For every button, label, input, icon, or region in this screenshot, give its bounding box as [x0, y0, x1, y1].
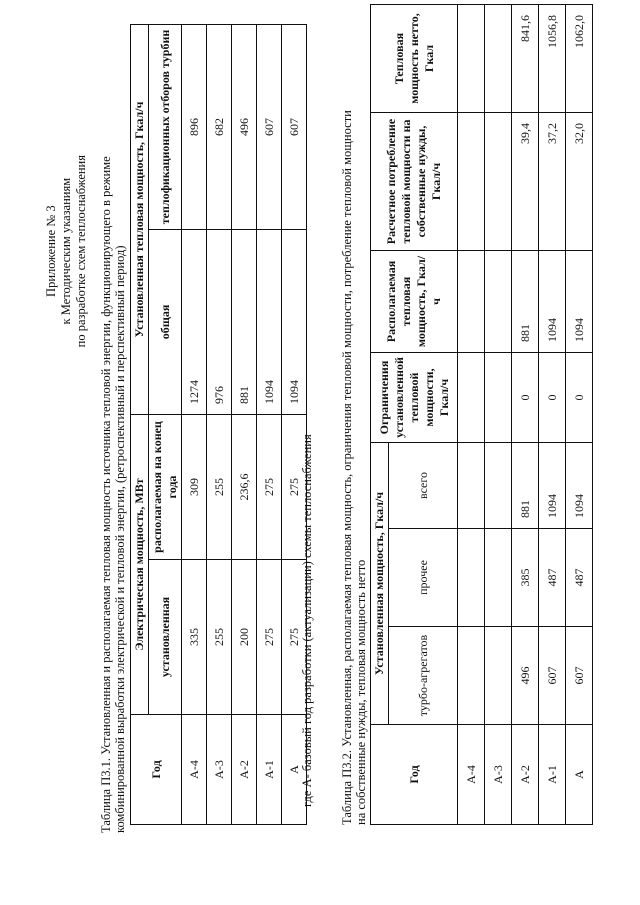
t1-cell-total: 881 — [232, 229, 257, 414]
t1-cell-installed: 200 — [232, 560, 257, 715]
table2-caption — [340, 15, 368, 825]
table2 — [370, 4, 593, 825]
t2-cell-turbo: 607 — [566, 627, 593, 725]
t1-cell-installed: 275 — [257, 560, 282, 715]
table-row — [207, 24, 232, 824]
appendix-line-2: к Методическим указаниям — [59, 177, 73, 325]
t1-cell-year: А-3 — [207, 715, 232, 825]
t2-header-own-needs: Расчетное потребление тепловой мощности на собственные нужды, Гкал/ч — [371, 113, 458, 251]
t1-cell-total: 1094 — [257, 229, 282, 414]
t2-header-installed: Установленная мощность, Гкал/ч — [371, 443, 389, 725]
table-row — [539, 5, 566, 825]
table1-caption-line-1: Таблица П3.1. Установленная и располагаемая тепловая мощность источника тепловой энергии, функционирующего в режиме — [99, 156, 113, 833]
t1-cell-available: 309 — [182, 414, 207, 559]
t2-cell-limits: 0 — [566, 353, 593, 443]
t2-cell-turbo — [485, 627, 512, 725]
t2-cell-own-needs: 37,2 — [539, 113, 566, 251]
base-year-note: где А- базовый год разработки (актуализации) схемы теплоснабжения — [300, 434, 314, 807]
t1-cell-total: 1274 — [182, 229, 207, 414]
table1-caption — [99, 23, 127, 833]
t2-cell-available: 1094 — [539, 251, 566, 353]
appendix-header — [44, 155, 89, 347]
t1-cell-installed: 275 — [282, 560, 307, 715]
t2-header-year: Год — [371, 725, 458, 825]
t2-cell-available: 881 — [512, 251, 539, 353]
t1-cell-available: 236,6 — [232, 414, 257, 559]
t1-cell-cogen: 607 — [257, 24, 282, 229]
t1-cell-installed: 335 — [182, 560, 207, 715]
t2-header-available: Располагаемая тепловая мощность, Гкал/ч — [371, 251, 458, 353]
table-row — [512, 5, 539, 825]
t1-cell-year: А-1 — [257, 715, 282, 825]
table2-caption-line-2: на собственные нужды, тепловая мощность нетто — [354, 559, 368, 825]
t2-cell-own-needs — [485, 113, 512, 251]
t2-cell-year: А-4 — [458, 725, 485, 825]
table-row — [566, 5, 593, 825]
t2-cell-net: 1056,8 — [539, 5, 566, 113]
t2-cell-other — [485, 529, 512, 627]
t2-cell-own-needs: 32,0 — [566, 113, 593, 251]
t2-header-limits: Ограничения установленной тепловой мощности, Гкал/ч — [371, 353, 458, 443]
t1-header-electric: Электрическая мощность, МВт — [131, 414, 149, 714]
t1-cell-year: А-2 — [232, 715, 257, 825]
t2-cell-turbo: 607 — [539, 627, 566, 725]
t1-cell-cogen: 896 — [182, 24, 207, 229]
t2-cell-other: 487 — [566, 529, 593, 627]
t1-cell-available: 275 — [257, 414, 282, 559]
t2-cell-all: 1094 — [566, 443, 593, 529]
t2-header-net: Тепловая мощность нетто, Гкал — [371, 5, 458, 113]
t2-cell-available — [458, 251, 485, 353]
table1 — [130, 24, 307, 825]
t2-cell-all — [485, 443, 512, 529]
t1-cell-installed: 255 — [207, 560, 232, 715]
t2-cell-other: 487 — [539, 529, 566, 627]
t1-header-total: общая — [149, 229, 182, 414]
t2-cell-turbo: 496 — [512, 627, 539, 725]
table-row — [458, 5, 485, 825]
t2-header-turbo: турбо-агрегатов — [389, 627, 458, 725]
t2-cell-other: 385 — [512, 529, 539, 627]
table-row — [257, 24, 282, 824]
table1-caption-line-2: комбинированной выработки электрической и тепловой энергии, (ретроспективный и перспективный период) — [113, 245, 127, 833]
t2-cell-limits — [458, 353, 485, 443]
t2-cell-year: А — [566, 725, 593, 825]
t2-cell-available: 1094 — [566, 251, 593, 353]
t1-header-year: Год — [131, 715, 182, 825]
t1-header-thermal: Установленная тепловая мощность, Гкал/ч — [131, 24, 149, 414]
table-row — [485, 5, 512, 825]
t1-cell-cogen: 607 — [282, 24, 307, 229]
t2-cell-available — [485, 251, 512, 353]
t2-cell-all: 881 — [512, 443, 539, 529]
t2-cell-net — [485, 5, 512, 113]
t2-cell-net — [458, 5, 485, 113]
appendix-line-3: по разработке схем теплоснабжения — [74, 155, 88, 348]
t2-cell-limits: 0 — [512, 353, 539, 443]
t2-cell-all — [458, 443, 485, 529]
t1-cell-cogen: 496 — [232, 24, 257, 229]
t1-cell-available: 275 — [282, 414, 307, 559]
t2-header-other: прочее — [389, 529, 458, 627]
t1-cell-year: А — [282, 715, 307, 825]
t2-cell-net: 841,6 — [512, 5, 539, 113]
t2-cell-limits: 0 — [539, 353, 566, 443]
t2-cell-own-needs: 39,4 — [512, 113, 539, 251]
t2-cell-year: А-1 — [539, 725, 566, 825]
t2-cell-limits — [485, 353, 512, 443]
t1-cell-available: 255 — [207, 414, 232, 559]
t2-cell-own-needs — [458, 113, 485, 251]
t2-cell-year: А-2 — [512, 725, 539, 825]
t2-cell-turbo — [458, 627, 485, 725]
table2-caption-line-1: Таблица П3.2. Установленная, располагаемая тепловая мощность, ограничения тепловой мощности, потребление тепловой мощности — [340, 110, 354, 825]
t1-cell-total: 1094 — [282, 229, 307, 414]
t1-cell-cogen: 682 — [207, 24, 232, 229]
t2-cell-year: А-3 — [485, 725, 512, 825]
appendix-line-1: Приложение № 3 — [44, 205, 58, 297]
t1-header-cogen: теплофикационных отборов турбин — [149, 24, 182, 229]
t1-header-installed: установленная — [149, 560, 182, 715]
t1-header-available: располагаемая на конец года — [149, 414, 182, 559]
t1-cell-total: 976 — [207, 229, 232, 414]
t2-cell-other — [458, 529, 485, 627]
table-row — [182, 24, 207, 824]
t2-cell-net: 1062,0 — [566, 5, 593, 113]
table-row — [232, 24, 257, 824]
t2-cell-all: 1094 — [539, 443, 566, 529]
t1-cell-year: А-4 — [182, 715, 207, 825]
t2-header-all: всего — [389, 443, 458, 529]
